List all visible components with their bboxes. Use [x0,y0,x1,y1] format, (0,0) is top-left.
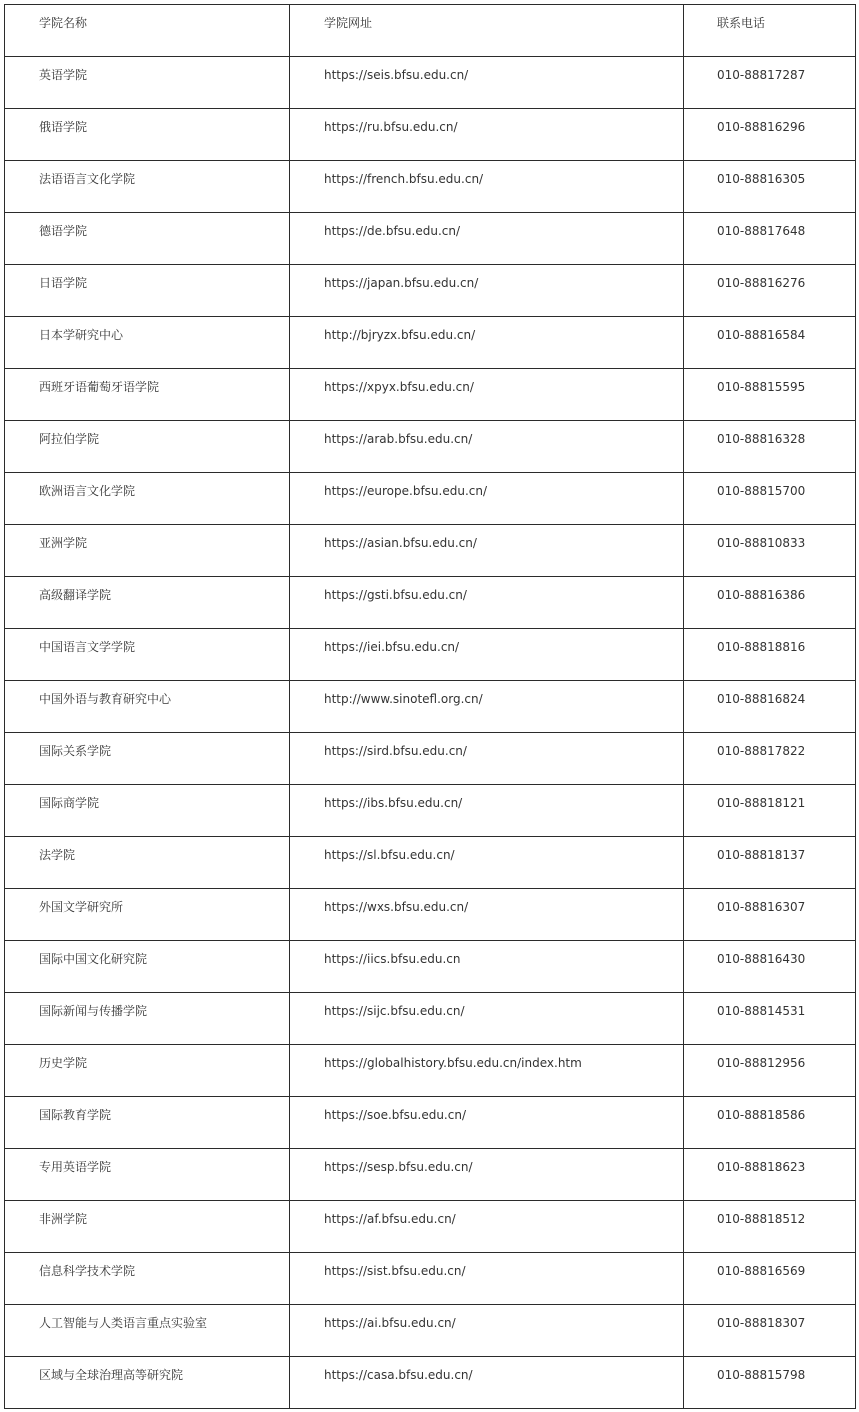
college-name-cell [5,369,290,421]
college-url: https://french.bfsu.edu.cn/ [324,172,484,186]
college-url: https://sist.bfsu.edu.cn/ [324,1264,466,1278]
table-row [5,889,856,941]
college-name-cell [5,941,290,993]
college-phone: 010-88818121 [717,796,806,810]
college-name: 欧洲语言文化学院 [39,484,136,498]
college-phone-cell [684,161,856,213]
college-phone: 010-88818623 [717,1160,806,1174]
college-url: https://de.bfsu.edu.cn/ [324,224,461,238]
college-phone-cell [684,1097,856,1149]
college-phone: 010-88812956 [717,1056,806,1070]
college-url-cell [290,1305,684,1357]
college-phone-cell [684,265,856,317]
table-row [5,161,856,213]
college-directory-table [4,4,856,1409]
table-row [5,1149,856,1201]
college-name: 外国文学研究所 [39,900,124,914]
college-name-cell [5,421,290,473]
table-row [5,213,856,265]
college-phone: 010-88815595 [717,380,806,394]
college-phone: 010-88817648 [717,224,806,238]
college-url: https://japan.bfsu.edu.cn/ [324,276,479,290]
college-phone-cell [684,1149,856,1201]
college-phone: 010-88817822 [717,744,806,758]
college-phone: 010-88816276 [717,276,806,290]
college-phone: 010-88816307 [717,900,806,914]
college-url: https://asian.bfsu.edu.cn/ [324,536,477,550]
college-phone: 010-88815700 [717,484,806,498]
college-url-cell [290,993,684,1045]
college-name-cell [5,1305,290,1357]
college-phone: 010-88818586 [717,1108,806,1122]
college-name-cell [5,577,290,629]
college-url-cell [290,109,684,161]
college-name: 亚洲学院 [39,536,88,550]
college-url-cell [290,629,684,681]
college-phone: 010-88816824 [717,692,806,706]
college-phone-cell [684,473,856,525]
college-url: https://sird.bfsu.edu.cn/ [324,744,467,758]
college-name: 日语学院 [39,276,88,290]
college-phone-cell [684,213,856,265]
college-phone: 010-88816328 [717,432,806,446]
college-phone: 010-88816386 [717,588,806,602]
college-url-cell [290,1201,684,1253]
college-phone-cell [684,369,856,421]
college-name: 日本学研究中心 [39,328,124,342]
college-phone-cell [684,421,856,473]
college-name: 法学院 [39,848,76,862]
college-url: https://globalhistory.bfsu.edu.cn/index.htm [324,1056,582,1070]
college-name-cell [5,1253,290,1305]
college-phone: 010-88818816 [717,640,806,654]
college-phone-cell [684,889,856,941]
college-url: https://iei.bfsu.edu.cn/ [324,640,460,654]
table-row [5,1045,856,1097]
table-row [5,265,856,317]
college-name: 信息科学技术学院 [39,1264,136,1278]
college-phone: 010-88816569 [717,1264,806,1278]
college-phone: 010-88816584 [717,328,806,342]
header-label: 学院名称 [39,16,88,30]
college-phone: 010-88815798 [717,1368,806,1382]
college-phone-cell [684,109,856,161]
header-college-name [5,5,290,57]
college-name: 人工智能与人类语言重点实验室 [39,1316,208,1330]
college-url-cell [290,57,684,109]
header-college-url [290,5,684,57]
college-url-cell [290,785,684,837]
college-name-cell [5,317,290,369]
college-url: https://ai.bfsu.edu.cn/ [324,1316,456,1330]
college-url: https://soe.bfsu.edu.cn/ [324,1108,466,1122]
college-name: 中国外语与教育研究中心 [39,692,172,706]
college-name-cell [5,837,290,889]
table-row [5,785,856,837]
table-row [5,733,856,785]
college-url-cell [290,577,684,629]
college-url: http://bjryzx.bfsu.edu.cn/ [324,328,476,342]
college-name: 国际教育学院 [39,1108,112,1122]
table-row [5,421,856,473]
college-url-cell [290,421,684,473]
college-url: https://sl.bfsu.edu.cn/ [324,848,455,862]
college-url: https://iics.bfsu.edu.cn [324,952,461,966]
college-url: https://europe.bfsu.edu.cn/ [324,484,488,498]
table-row [5,317,856,369]
table-row [5,109,856,161]
college-name-cell [5,1097,290,1149]
table-row [5,681,856,733]
college-url: https://arab.bfsu.edu.cn/ [324,432,473,446]
college-url-cell [290,525,684,577]
college-name: 高级翻译学院 [39,588,112,602]
college-name: 英语学院 [39,68,88,82]
table-row [5,993,856,1045]
college-name-cell [5,785,290,837]
college-name-cell [5,161,290,213]
college-phone-cell [684,681,856,733]
college-name-cell [5,473,290,525]
college-phone-cell [684,941,856,993]
college-name: 专用英语学院 [39,1160,112,1174]
college-phone-cell [684,1045,856,1097]
college-url: https://sesp.bfsu.edu.cn/ [324,1160,473,1174]
college-url-cell [290,1097,684,1149]
table-header-row [5,5,856,57]
table-row [5,1097,856,1149]
college-url: https://sijc.bfsu.edu.cn/ [324,1004,465,1018]
college-phone-cell [684,1253,856,1305]
table-row [5,577,856,629]
college-name: 非洲学院 [39,1212,88,1226]
college-url-cell [290,1045,684,1097]
college-name-cell [5,1357,290,1409]
college-url-cell [290,161,684,213]
college-name: 区域与全球治理高等研究院 [39,1368,184,1382]
table-row [5,1305,856,1357]
college-phone: 010-88814531 [717,1004,806,1018]
college-url: https://seis.bfsu.edu.cn/ [324,68,469,82]
table-row [5,369,856,421]
college-name: 中国语言文学学院 [39,640,136,654]
college-name: 西班牙语葡萄牙语学院 [39,380,160,394]
college-name: 德语学院 [39,224,88,238]
college-name: 国际商学院 [39,796,100,810]
college-phone-cell [684,993,856,1045]
header-phone [684,5,856,57]
college-url-cell [290,1357,684,1409]
college-url: https://gsti.bfsu.edu.cn/ [324,588,467,602]
college-name-cell [5,629,290,681]
college-phone-cell [684,1201,856,1253]
table-row [5,525,856,577]
college-phone: 010-88818137 [717,848,806,862]
college-name-cell [5,681,290,733]
college-url-cell [290,681,684,733]
college-url-cell [290,213,684,265]
college-phone: 010-88818512 [717,1212,806,1226]
college-url-cell [290,473,684,525]
college-url-cell [290,369,684,421]
college-phone: 010-88817287 [717,68,806,82]
college-name-cell [5,889,290,941]
college-name: 国际中国文化研究院 [39,952,148,966]
college-phone: 010-88816430 [717,952,806,966]
college-phone-cell [684,317,856,369]
college-phone-cell [684,629,856,681]
college-url-cell [290,837,684,889]
table-row [5,1201,856,1253]
college-phone-cell [684,837,856,889]
college-phone-cell [684,57,856,109]
college-url-cell [290,1253,684,1305]
college-url-cell [290,889,684,941]
college-phone-cell [684,1305,856,1357]
college-url-cell [290,265,684,317]
college-name-cell [5,1149,290,1201]
college-url: https://af.bfsu.edu.cn/ [324,1212,456,1226]
college-phone: 010-88816296 [717,120,806,134]
college-name: 历史学院 [39,1056,88,1070]
college-url: https://ibs.bfsu.edu.cn/ [324,796,463,810]
college-name: 阿拉伯学院 [39,432,100,446]
college-name-cell [5,57,290,109]
college-phone-cell [684,733,856,785]
table-row [5,837,856,889]
table-row [5,1357,856,1409]
college-name-cell [5,1201,290,1253]
college-url-cell [290,1149,684,1201]
college-url: https://casa.bfsu.edu.cn/ [324,1368,473,1382]
college-name: 俄语学院 [39,120,88,134]
table-body [5,5,856,1409]
college-name-cell [5,733,290,785]
college-name-cell [5,265,290,317]
college-name-cell [5,213,290,265]
college-phone: 010-88818307 [717,1316,806,1330]
college-url-cell [290,317,684,369]
college-name: 国际关系学院 [39,744,112,758]
college-name: 国际新闻与传播学院 [39,1004,148,1018]
college-url: https://xpyx.bfsu.edu.cn/ [324,380,474,394]
college-phone-cell [684,785,856,837]
table-row [5,57,856,109]
table-row [5,473,856,525]
college-phone-cell [684,577,856,629]
table-row [5,629,856,681]
college-url: https://ru.bfsu.edu.cn/ [324,120,458,134]
college-name: 法语语言文化学院 [39,172,136,186]
college-phone: 010-88810833 [717,536,806,550]
header-label: 学院网址 [324,16,373,30]
college-name-cell [5,993,290,1045]
college-phone: 010-88816305 [717,172,806,186]
header-label: 联系电话 [717,16,766,30]
table-row [5,941,856,993]
college-name-cell [5,525,290,577]
college-url: https://wxs.bfsu.edu.cn/ [324,900,469,914]
college-phone-cell [684,525,856,577]
college-phone-cell [684,1357,856,1409]
college-url: http://www.sinotefl.org.cn/ [324,692,483,706]
college-url-cell [290,941,684,993]
table-row [5,1253,856,1305]
college-name-cell [5,109,290,161]
college-url-cell [290,733,684,785]
college-name-cell [5,1045,290,1097]
